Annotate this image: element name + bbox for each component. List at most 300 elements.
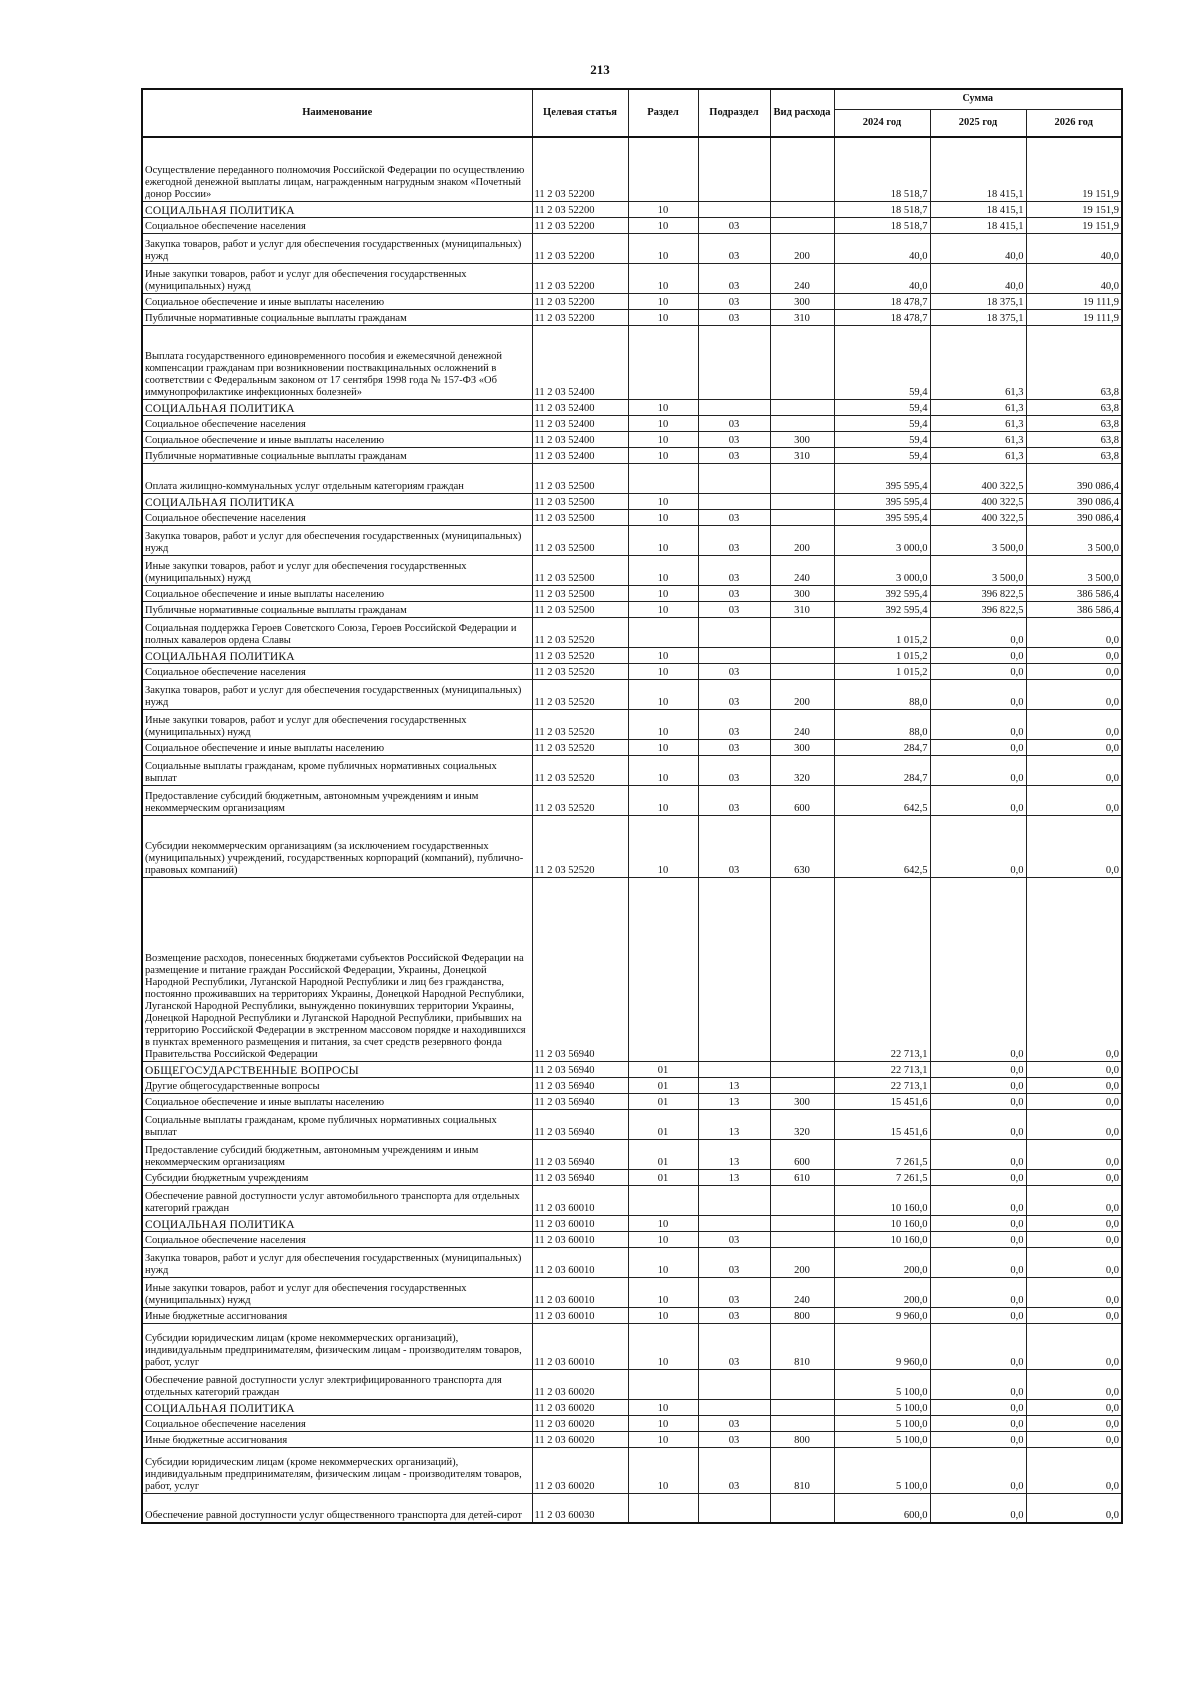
row-sum-2026: 19 111,9 xyxy=(1026,293,1122,309)
table-row xyxy=(142,1215,1122,1231)
row-name: Предоставление субсидий бюджетным, автономным учреждениям и иным некоммерческим организациям xyxy=(142,1139,532,1169)
row-sum-2024: 5 100,0 xyxy=(834,1447,930,1493)
row-subsection: 13 xyxy=(698,1109,770,1139)
row-sum-2024: 5 100,0 xyxy=(834,1399,930,1415)
row-target-article: 11 2 03 56940 xyxy=(532,1093,628,1109)
table-row xyxy=(142,785,1122,815)
row-subsection: 03 xyxy=(698,1323,770,1369)
row-target-article: 11 2 03 56940 xyxy=(532,1169,628,1185)
row-expense-type xyxy=(770,1185,834,1215)
row-sum-2025: 0,0 xyxy=(930,785,1026,815)
table-row xyxy=(142,815,1122,877)
row-sum-2024: 15 451,6 xyxy=(834,1109,930,1139)
row-sum-2025: 0,0 xyxy=(930,755,1026,785)
row-name: Социальное обеспечение населения xyxy=(142,217,532,233)
row-sum-2026: 19 151,9 xyxy=(1026,137,1122,201)
row-sum-2025: 61,3 xyxy=(930,447,1026,463)
row-target-article: 11 2 03 52520 xyxy=(532,785,628,815)
row-expense-type: 310 xyxy=(770,309,834,325)
row-name: Иные закупки товаров, работ и услуг для обеспечения государственных (муниципальных) нужд xyxy=(142,263,532,293)
row-sum-2024: 200,0 xyxy=(834,1277,930,1307)
header-sum: Сумма xyxy=(834,89,1122,109)
row-sum-2024: 392 595,4 xyxy=(834,585,930,601)
row-sum-2025: 0,0 xyxy=(930,877,1026,1061)
row-name: Социальное обеспечение и иные выплаты населению xyxy=(142,293,532,309)
row-target-article: 11 2 03 56940 xyxy=(532,1139,628,1169)
row-section: 10 xyxy=(628,399,698,415)
row-subsection xyxy=(698,1061,770,1077)
table-row xyxy=(142,431,1122,447)
row-sum-2024: 5 100,0 xyxy=(834,1415,930,1431)
table-row xyxy=(142,1109,1122,1139)
row-target-article: 11 2 03 52400 xyxy=(532,399,628,415)
row-expense-type xyxy=(770,617,834,647)
row-name: Другие общегосударственные вопросы xyxy=(142,1077,532,1093)
row-name: Субсидии бюджетным учреждениям xyxy=(142,1169,532,1185)
row-section: 10 xyxy=(628,647,698,663)
row-expense-type xyxy=(770,399,834,415)
header-expense-type: Вид расхода xyxy=(770,89,834,137)
row-sum-2026: 0,0 xyxy=(1026,1061,1122,1077)
row-section: 10 xyxy=(628,1447,698,1493)
row-target-article: 11 2 03 60020 xyxy=(532,1399,628,1415)
table-row xyxy=(142,525,1122,555)
row-sum-2025: 0,0 xyxy=(930,815,1026,877)
row-expense-type: 810 xyxy=(770,1447,834,1493)
row-sum-2024: 18 478,7 xyxy=(834,293,930,309)
row-subsection: 03 xyxy=(698,1431,770,1447)
row-target-article: 11 2 03 52400 xyxy=(532,447,628,463)
table-row xyxy=(142,309,1122,325)
row-sum-2025: 396 822,5 xyxy=(930,601,1026,617)
row-subsection xyxy=(698,1369,770,1399)
row-subsection: 03 xyxy=(698,509,770,525)
row-target-article: 11 2 03 52500 xyxy=(532,493,628,509)
row-sum-2024: 88,0 xyxy=(834,679,930,709)
row-section: 10 xyxy=(628,601,698,617)
row-section: 10 xyxy=(628,785,698,815)
row-section: 01 xyxy=(628,1077,698,1093)
row-target-article: 11 2 03 60020 xyxy=(532,1447,628,1493)
row-sum-2025: 0,0 xyxy=(930,739,1026,755)
row-expense-type xyxy=(770,1061,834,1077)
row-sum-2026: 0,0 xyxy=(1026,1139,1122,1169)
row-expense-type: 310 xyxy=(770,447,834,463)
row-expense-type xyxy=(770,201,834,217)
row-sum-2026: 19 151,9 xyxy=(1026,201,1122,217)
table-row xyxy=(142,585,1122,601)
row-sum-2026: 0,0 xyxy=(1026,617,1122,647)
table-row xyxy=(142,555,1122,585)
row-section: 10 xyxy=(628,663,698,679)
row-sum-2026: 386 586,4 xyxy=(1026,585,1122,601)
row-section: 10 xyxy=(628,415,698,431)
row-target-article: 11 2 03 52520 xyxy=(532,709,628,739)
row-name: Социальная поддержка Героев Советского Союза, Героев Российской Федерации и полных кавалеров ордена Славы xyxy=(142,617,532,647)
row-name: Выплата государственного единовременного пособия и ежемесячной денежной компенсации гражданам при возникновении поствакцинальных осложнений в соответствии с Федеральным законом от 17 сентября 1998 года № 157-ФЗ «Об иммунопрофилактике инфекционных болезней» xyxy=(142,325,532,399)
row-expense-type: 200 xyxy=(770,1247,834,1277)
row-sum-2024: 18 518,7 xyxy=(834,137,930,201)
row-section xyxy=(628,1185,698,1215)
table-row xyxy=(142,1061,1122,1077)
table-row xyxy=(142,1185,1122,1215)
row-expense-type xyxy=(770,463,834,493)
row-section: 01 xyxy=(628,1169,698,1185)
row-section: 10 xyxy=(628,1307,698,1323)
row-sum-2024: 3 000,0 xyxy=(834,555,930,585)
row-subsection xyxy=(698,325,770,399)
row-target-article: 11 2 03 52200 xyxy=(532,217,628,233)
row-name: СОЦИАЛЬНАЯ ПОЛИТИКА xyxy=(142,1215,532,1231)
row-section: 10 xyxy=(628,263,698,293)
row-sum-2025: 0,0 xyxy=(930,1109,1026,1139)
row-sum-2025: 0,0 xyxy=(930,663,1026,679)
row-expense-type: 300 xyxy=(770,431,834,447)
row-expense-type: 300 xyxy=(770,1093,834,1109)
row-sum-2026: 390 086,4 xyxy=(1026,493,1122,509)
row-sum-2024: 22 713,1 xyxy=(834,1077,930,1093)
row-sum-2025: 40,0 xyxy=(930,263,1026,293)
row-sum-2024: 18 478,7 xyxy=(834,309,930,325)
row-subsection: 03 xyxy=(698,679,770,709)
row-target-article: 11 2 03 52400 xyxy=(532,431,628,447)
row-section: 10 xyxy=(628,509,698,525)
row-section xyxy=(628,1369,698,1399)
row-section: 01 xyxy=(628,1139,698,1169)
row-subsection xyxy=(698,1215,770,1231)
row-target-article: 11 2 03 52520 xyxy=(532,647,628,663)
table-row xyxy=(142,1169,1122,1185)
row-sum-2026: 63,8 xyxy=(1026,447,1122,463)
header-section: Раздел xyxy=(628,89,698,137)
row-target-article: 11 2 03 52200 xyxy=(532,201,628,217)
row-expense-type xyxy=(770,1231,834,1247)
row-sum-2025: 400 322,5 xyxy=(930,509,1026,525)
row-subsection: 13 xyxy=(698,1139,770,1169)
row-sum-2024: 642,5 xyxy=(834,785,930,815)
row-sum-2026: 0,0 xyxy=(1026,785,1122,815)
row-sum-2026: 0,0 xyxy=(1026,1493,1122,1523)
row-subsection: 03 xyxy=(698,663,770,679)
row-subsection: 03 xyxy=(698,815,770,877)
row-subsection: 03 xyxy=(698,217,770,233)
row-name: Иные закупки товаров, работ и услуг для обеспечения государственных (муниципальных) нужд xyxy=(142,1277,532,1307)
row-sum-2026: 0,0 xyxy=(1026,1447,1122,1493)
row-sum-2026: 0,0 xyxy=(1026,739,1122,755)
row-name: Закупка товаров, работ и услуг для обеспечения государственных (муниципальных) нужд xyxy=(142,679,532,709)
row-sum-2024: 200,0 xyxy=(834,1247,930,1277)
row-name: Субсидии некоммерческим организациям (за исключением государственных (муниципальных) учреждений, государственных корпораций (компаний), публично-правовых компаний) xyxy=(142,815,532,877)
row-expense-type: 310 xyxy=(770,601,834,617)
row-section: 10 xyxy=(628,679,698,709)
table-row xyxy=(142,263,1122,293)
header-year-2024: 2024 год xyxy=(834,109,930,137)
row-name: Осуществление переданного полномочия Российской Федерации по осуществлению ежегодной денежной выплаты лицам, награжденным нагрудным знаком «Почетный донор России» xyxy=(142,137,532,201)
row-sum-2024: 9 960,0 xyxy=(834,1307,930,1323)
header-subsection: Подраздел xyxy=(698,89,770,137)
row-expense-type xyxy=(770,1399,834,1415)
row-sum-2024: 1 015,2 xyxy=(834,647,930,663)
row-expense-type xyxy=(770,1077,834,1093)
row-name: Социальное обеспечение и иные выплаты населению xyxy=(142,739,532,755)
row-sum-2026: 0,0 xyxy=(1026,1231,1122,1247)
row-sum-2026: 0,0 xyxy=(1026,1109,1122,1139)
header-year-2025: 2025 год xyxy=(930,109,1026,137)
row-sum-2026: 0,0 xyxy=(1026,647,1122,663)
row-subsection: 03 xyxy=(698,447,770,463)
row-section: 10 xyxy=(628,1415,698,1431)
row-target-article: 11 2 03 52500 xyxy=(532,525,628,555)
row-sum-2025: 18 415,1 xyxy=(930,217,1026,233)
row-subsection xyxy=(698,1493,770,1523)
row-sum-2026: 40,0 xyxy=(1026,233,1122,263)
row-name: Обеспечение равной доступности услуг электрифицированного транспорта для отдельных категорий граждан xyxy=(142,1369,532,1399)
table-row xyxy=(142,739,1122,755)
row-target-article: 11 2 03 56940 xyxy=(532,1061,628,1077)
row-sum-2025: 3 500,0 xyxy=(930,525,1026,555)
header-year-2026: 2026 год xyxy=(1026,109,1122,137)
row-sum-2024: 284,7 xyxy=(834,755,930,785)
table-row xyxy=(142,1323,1122,1369)
row-name: Социальное обеспечение населения xyxy=(142,509,532,525)
row-target-article: 11 2 03 52200 xyxy=(532,309,628,325)
row-name: Социальные выплаты гражданам, кроме публичных нормативных социальных выплат xyxy=(142,755,532,785)
row-section xyxy=(628,617,698,647)
table-row xyxy=(142,233,1122,263)
table-row xyxy=(142,293,1122,309)
row-expense-type: 200 xyxy=(770,525,834,555)
row-sum-2025: 0,0 xyxy=(930,1431,1026,1447)
row-expense-type xyxy=(770,325,834,399)
row-subsection: 03 xyxy=(698,415,770,431)
row-sum-2025: 0,0 xyxy=(930,1369,1026,1399)
row-sum-2025: 18 375,1 xyxy=(930,293,1026,309)
row-name: Публичные нормативные социальные выплаты гражданам xyxy=(142,601,532,617)
row-expense-type xyxy=(770,217,834,233)
row-section: 10 xyxy=(628,815,698,877)
table-body xyxy=(142,137,1122,1523)
row-sum-2024: 10 160,0 xyxy=(834,1231,930,1247)
row-sum-2024: 22 713,1 xyxy=(834,1061,930,1077)
row-expense-type: 240 xyxy=(770,709,834,739)
row-section xyxy=(628,463,698,493)
table-row xyxy=(142,617,1122,647)
table-row xyxy=(142,663,1122,679)
table-row xyxy=(142,1307,1122,1323)
row-name: Социальное обеспечение и иные выплаты населению xyxy=(142,585,532,601)
row-sum-2024: 7 261,5 xyxy=(834,1169,930,1185)
row-target-article: 11 2 03 60010 xyxy=(532,1231,628,1247)
row-sum-2024: 15 451,6 xyxy=(834,1093,930,1109)
row-expense-type: 320 xyxy=(770,1109,834,1139)
table-row xyxy=(142,679,1122,709)
row-sum-2024: 395 595,4 xyxy=(834,463,930,493)
row-target-article: 11 2 03 56940 xyxy=(532,877,628,1061)
table-row xyxy=(142,1369,1122,1399)
row-name: СОЦИАЛЬНАЯ ПОЛИТИКА xyxy=(142,399,532,415)
row-sum-2026: 0,0 xyxy=(1026,1077,1122,1093)
row-expense-type xyxy=(770,415,834,431)
row-sum-2025: 18 415,1 xyxy=(930,137,1026,201)
row-sum-2025: 0,0 xyxy=(930,647,1026,663)
table-row xyxy=(142,509,1122,525)
row-sum-2026: 0,0 xyxy=(1026,1093,1122,1109)
row-sum-2026: 0,0 xyxy=(1026,1399,1122,1415)
row-sum-2025: 0,0 xyxy=(930,1247,1026,1277)
table-row xyxy=(142,1431,1122,1447)
row-sum-2026: 63,8 xyxy=(1026,399,1122,415)
row-section: 10 xyxy=(628,555,698,585)
row-sum-2025: 18 415,1 xyxy=(930,201,1026,217)
table-row xyxy=(142,399,1122,415)
row-sum-2025: 0,0 xyxy=(930,709,1026,739)
row-target-article: 11 2 03 60020 xyxy=(532,1369,628,1399)
row-sum-2026: 3 500,0 xyxy=(1026,555,1122,585)
row-target-article: 11 2 03 52520 xyxy=(532,663,628,679)
row-subsection xyxy=(698,463,770,493)
row-sum-2025: 0,0 xyxy=(930,1415,1026,1431)
row-sum-2024: 600,0 xyxy=(834,1493,930,1523)
row-section: 10 xyxy=(628,755,698,785)
row-subsection: 03 xyxy=(698,755,770,785)
row-expense-type: 240 xyxy=(770,1277,834,1307)
row-sum-2024: 1 015,2 xyxy=(834,663,930,679)
row-target-article: 11 2 03 52520 xyxy=(532,617,628,647)
row-target-article: 11 2 03 60010 xyxy=(532,1185,628,1215)
row-target-article: 11 2 03 60010 xyxy=(532,1247,628,1277)
row-sum-2025: 0,0 xyxy=(930,1231,1026,1247)
row-sum-2024: 22 713,1 xyxy=(834,877,930,1061)
row-section: 10 xyxy=(628,525,698,555)
row-target-article: 11 2 03 52400 xyxy=(532,415,628,431)
row-expense-type: 200 xyxy=(770,679,834,709)
row-subsection xyxy=(698,647,770,663)
row-sum-2025: 0,0 xyxy=(930,1169,1026,1185)
row-sum-2024: 5 100,0 xyxy=(834,1431,930,1447)
row-sum-2025: 400 322,5 xyxy=(930,493,1026,509)
row-subsection: 03 xyxy=(698,1307,770,1323)
page-number: 213 xyxy=(590,62,610,77)
row-sum-2026: 0,0 xyxy=(1026,755,1122,785)
row-sum-2026: 386 586,4 xyxy=(1026,601,1122,617)
row-sum-2026: 0,0 xyxy=(1026,679,1122,709)
row-name: Социальное обеспечение населения xyxy=(142,1415,532,1431)
row-sum-2026: 0,0 xyxy=(1026,815,1122,877)
row-sum-2024: 40,0 xyxy=(834,263,930,293)
row-sum-2024: 59,4 xyxy=(834,399,930,415)
row-subsection: 03 xyxy=(698,1247,770,1277)
row-name: Обеспечение равной доступности услуг автомобильного транспорта для отдельных категорий граждан xyxy=(142,1185,532,1215)
row-sum-2026: 0,0 xyxy=(1026,1307,1122,1323)
row-subsection: 03 xyxy=(698,585,770,601)
row-expense-type xyxy=(770,1415,834,1431)
header-name: Наименование xyxy=(142,89,532,137)
row-name: СОЦИАЛЬНАЯ ПОЛИТИКА xyxy=(142,201,532,217)
row-name: Возмещение расходов, понесенных бюджетами субъектов Российской Федерации на размещение и питание граждан Российской Федерации, Украины, Донецкой Народной Республики, Луганской Народной Республики и лиц без гражданства, постоянно проживавших на территориях Украины, Донецкой Народной Республики, Луганской Народной Республики, вынужденно покинувших территории Украины, Донецкой Народной Республики и Луганской Народной Республики, прибывших на территорию Российской Федерации в экстренном массовом порядке и находившихся в пунктах временного размещения и питания, за счет средств резервного фонда Правительства Российской Федерации xyxy=(142,877,532,1061)
table-row xyxy=(142,709,1122,739)
row-target-article: 11 2 03 52500 xyxy=(532,555,628,585)
row-name: Социальное обеспечение населения xyxy=(142,1231,532,1247)
row-section: 10 xyxy=(628,1399,698,1415)
row-target-article: 11 2 03 56940 xyxy=(532,1077,628,1093)
row-name: Закупка товаров, работ и услуг для обеспечения государственных (муниципальных) нужд xyxy=(142,1247,532,1277)
row-target-article: 11 2 03 60020 xyxy=(532,1415,628,1431)
row-section: 01 xyxy=(628,1093,698,1109)
row-target-article: 11 2 03 52200 xyxy=(532,293,628,309)
table-row xyxy=(142,1247,1122,1277)
table-row xyxy=(142,325,1122,399)
row-name: Публичные нормативные социальные выплаты гражданам xyxy=(142,447,532,463)
row-target-article: 11 2 03 52500 xyxy=(532,463,628,493)
row-section: 10 xyxy=(628,447,698,463)
row-subsection: 03 xyxy=(698,709,770,739)
row-target-article: 11 2 03 52520 xyxy=(532,679,628,709)
row-sum-2025: 0,0 xyxy=(930,679,1026,709)
row-subsection xyxy=(698,1399,770,1415)
row-subsection: 03 xyxy=(698,1277,770,1307)
table-row xyxy=(142,201,1122,217)
row-sum-2024: 9 960,0 xyxy=(834,1323,930,1369)
row-target-article: 11 2 03 52200 xyxy=(532,233,628,263)
table-row xyxy=(142,877,1122,1061)
row-sum-2026: 0,0 xyxy=(1026,1415,1122,1431)
table-row xyxy=(142,137,1122,201)
row-section: 10 xyxy=(628,739,698,755)
row-name: ОБЩЕГОСУДАРСТВЕННЫЕ ВОПРОСЫ xyxy=(142,1061,532,1077)
row-sum-2024: 88,0 xyxy=(834,709,930,739)
row-sum-2025: 61,3 xyxy=(930,431,1026,447)
row-target-article: 11 2 03 52400 xyxy=(532,325,628,399)
row-subsection: 13 xyxy=(698,1169,770,1185)
row-section: 10 xyxy=(628,201,698,217)
row-target-article: 11 2 03 52520 xyxy=(532,755,628,785)
row-sum-2025: 0,0 xyxy=(930,1139,1026,1169)
row-name: Иные закупки товаров, работ и услуг для обеспечения государственных (муниципальных) нужд xyxy=(142,709,532,739)
row-sum-2025: 396 822,5 xyxy=(930,585,1026,601)
row-section: 10 xyxy=(628,585,698,601)
row-sum-2024: 10 160,0 xyxy=(834,1185,930,1215)
row-sum-2024: 40,0 xyxy=(834,233,930,263)
row-sum-2026: 40,0 xyxy=(1026,263,1122,293)
row-sum-2025: 400 322,5 xyxy=(930,463,1026,493)
row-sum-2024: 59,4 xyxy=(834,325,930,399)
table-row xyxy=(142,1139,1122,1169)
row-sum-2026: 0,0 xyxy=(1026,1215,1122,1231)
row-subsection: 13 xyxy=(698,1077,770,1093)
row-target-article: 11 2 03 56940 xyxy=(532,1109,628,1139)
row-sum-2026: 0,0 xyxy=(1026,1323,1122,1369)
row-section: 10 xyxy=(628,431,698,447)
row-expense-type xyxy=(770,1493,834,1523)
row-target-article: 11 2 03 52200 xyxy=(532,137,628,201)
row-expense-type: 300 xyxy=(770,293,834,309)
row-subsection: 03 xyxy=(698,1447,770,1493)
row-sum-2025: 18 375,1 xyxy=(930,309,1026,325)
table-row xyxy=(142,601,1122,617)
row-sum-2025: 0,0 xyxy=(930,1323,1026,1369)
row-sum-2026: 0,0 xyxy=(1026,1247,1122,1277)
row-name: Иные бюджетные ассигнования xyxy=(142,1431,532,1447)
row-section xyxy=(628,877,698,1061)
row-name: СОЦИАЛЬНАЯ ПОЛИТИКА xyxy=(142,647,532,663)
row-subsection xyxy=(698,877,770,1061)
table-row xyxy=(142,1399,1122,1415)
row-subsection: 13 xyxy=(698,1093,770,1109)
row-name: Субсидии юридическим лицам (кроме некоммерческих организаций), индивидуальным предпринимателям, физическим лицам - производителям товаров, работ, услуг xyxy=(142,1323,532,1369)
row-expense-type xyxy=(770,647,834,663)
row-sum-2024: 59,4 xyxy=(834,431,930,447)
row-name: Оплата жилищно-коммунальных услуг отдельным категориям граждан xyxy=(142,463,532,493)
